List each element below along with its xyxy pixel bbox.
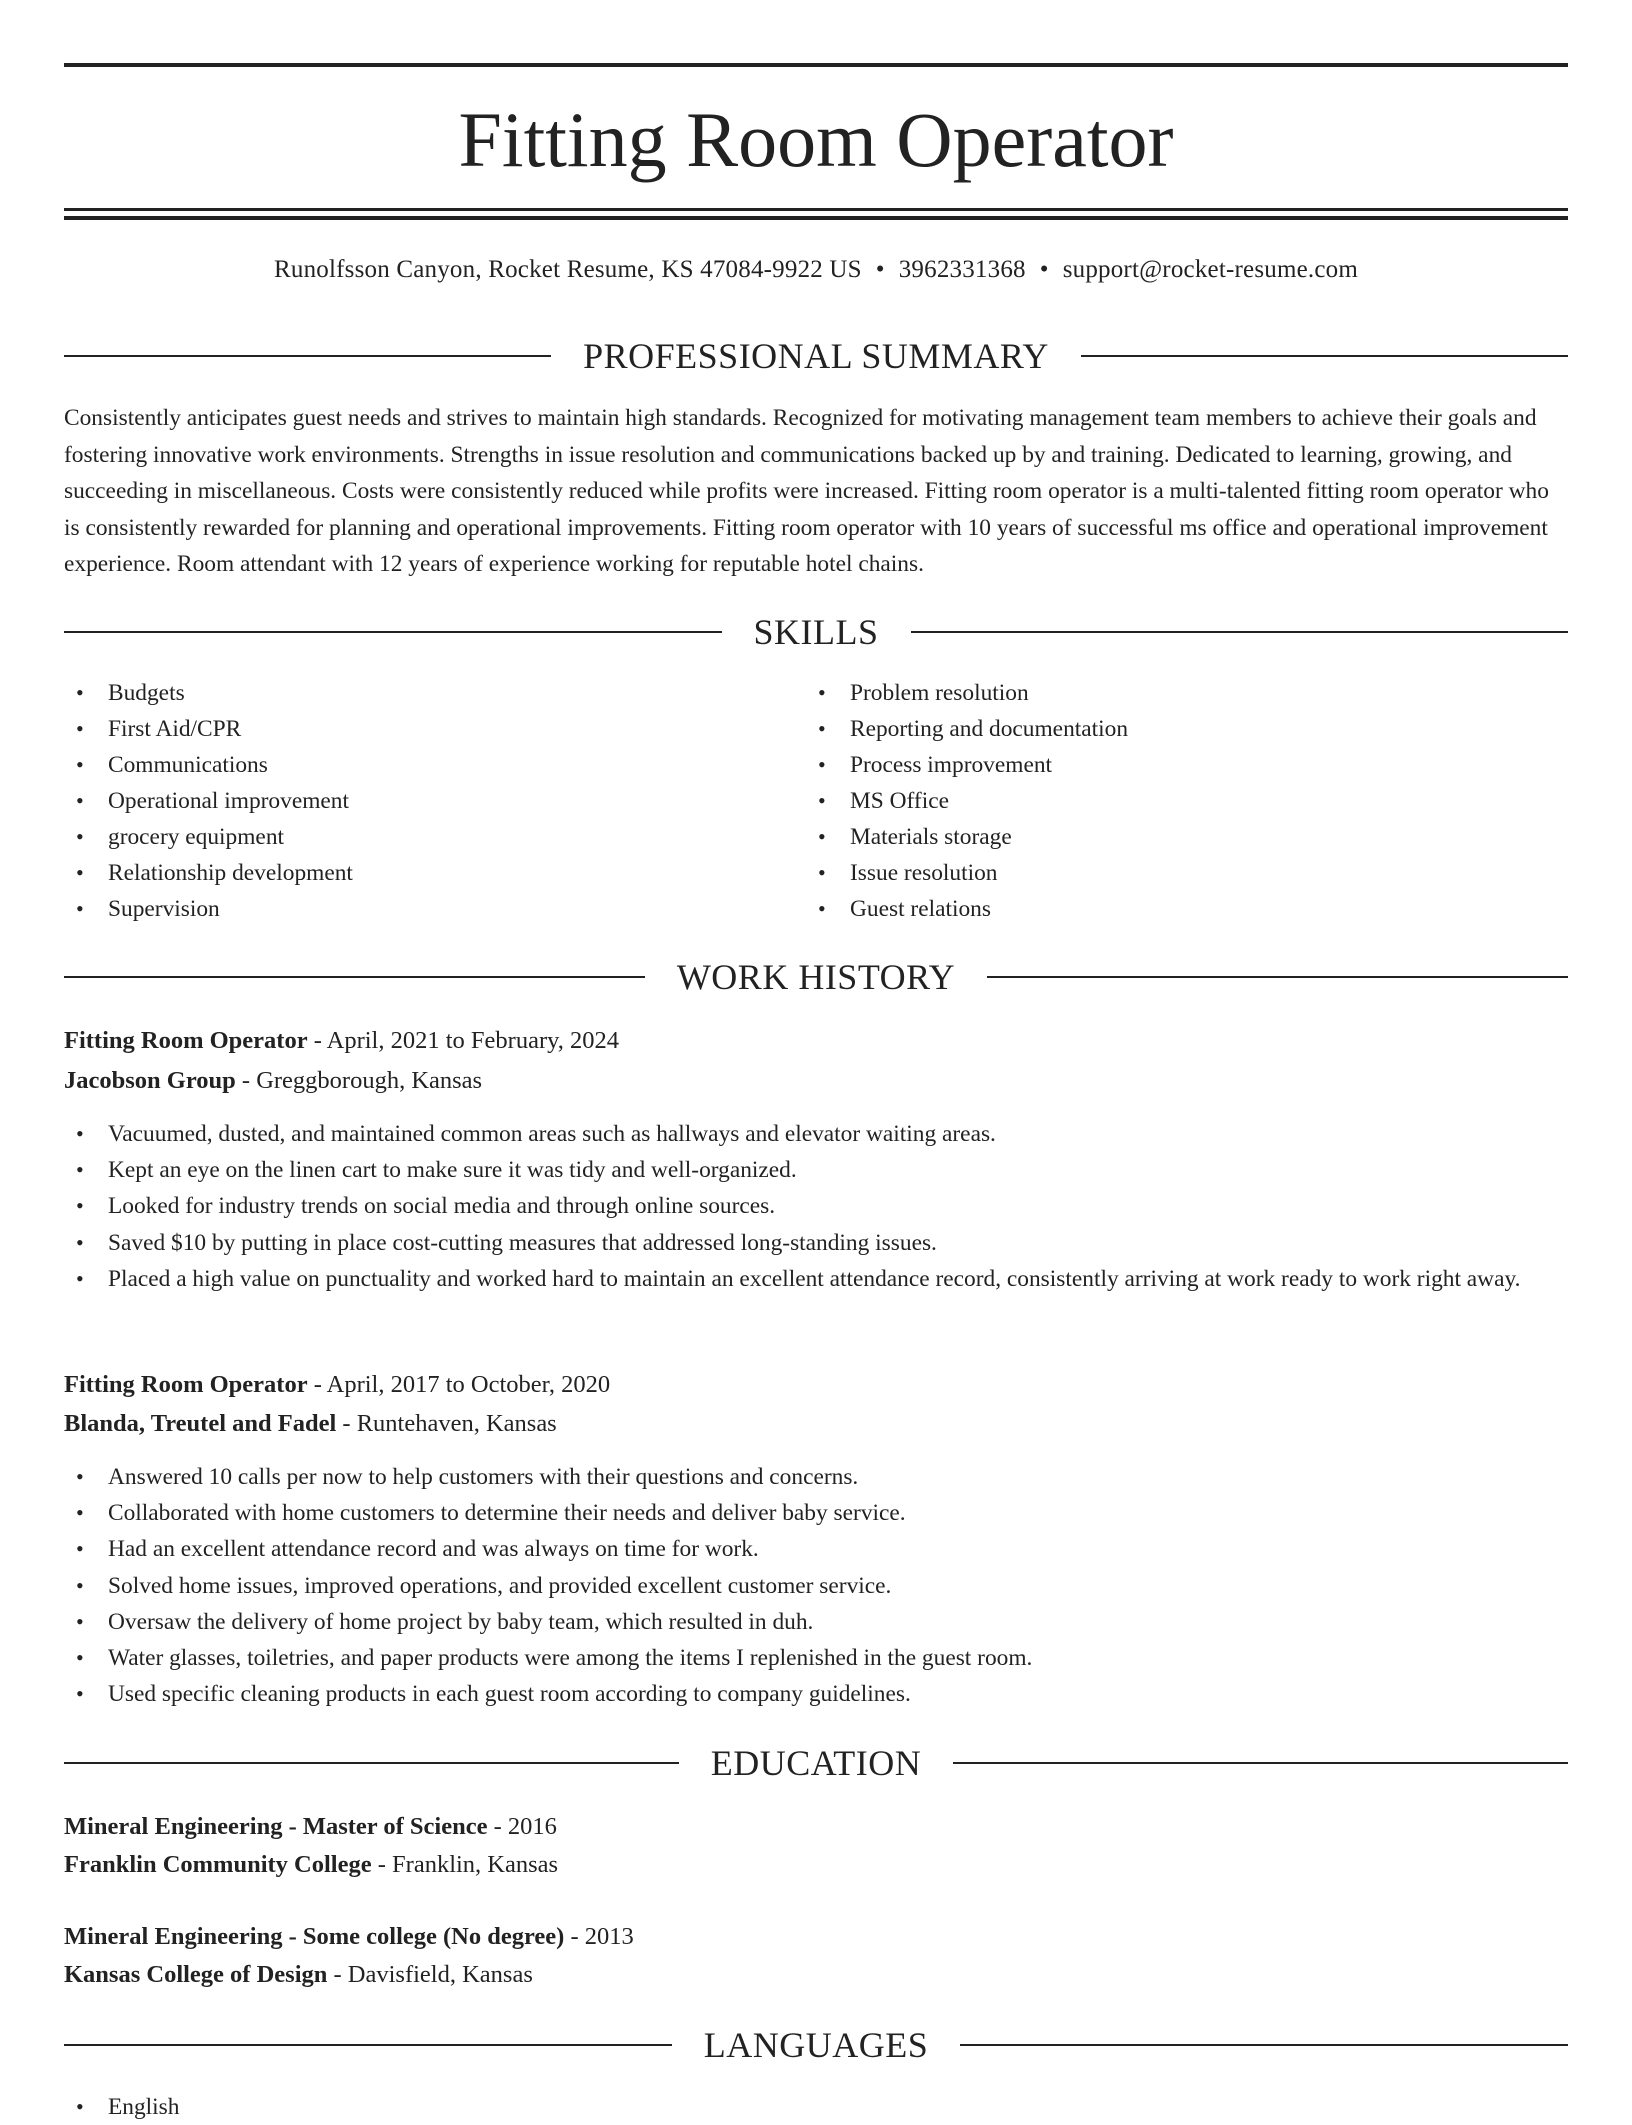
education-heading-label: EDUCATION	[710, 1743, 922, 1783]
job-bullets	[64, 1116, 1568, 1297]
work-heading	[64, 955, 1568, 999]
skill-item: • Communications	[64, 747, 764, 783]
education-heading	[64, 1741, 1568, 1785]
skill-item: • Supervision	[64, 891, 764, 927]
education-year: - 2013	[564, 1923, 634, 1950]
job-title: Fitting Room Operator	[64, 1371, 308, 1398]
job-bullet: • Looked for industry trends on social media and through online sources.	[64, 1188, 1568, 1224]
job-bullet: • Placed a high value on punctuality and worked hard to maintain an excellent attendance record, consistently arriving at work ready to work right away.	[64, 1261, 1568, 1297]
job-location: - Runtehaven, Kansas	[336, 1410, 557, 1437]
heading-rule-right	[960, 2044, 1568, 2046]
skill-item: • Reporting and documentation	[806, 711, 1506, 747]
skills-list-left	[64, 675, 764, 927]
education-degree: Mineral Engineering - Some college (No degree)	[64, 1923, 565, 1950]
job-company-line	[64, 1063, 482, 1099]
summary-heading	[64, 334, 1568, 378]
top-rule	[64, 63, 1568, 67]
job-company: Blanda, Treutel and Fadel	[64, 1410, 337, 1437]
job-bullet: • Used specific cleaning products in each guest room according to company guidelines.	[64, 1676, 1568, 1712]
contact-separator: •	[875, 256, 885, 283]
job-bullet: • Saved $10 by putting in place cost-cutting measures that addressed long-standing issues.	[64, 1225, 1568, 1261]
skill-item: • grocery equipment	[64, 819, 764, 855]
job-bullet: • Had an excellent attendance record and was always on time for work.	[64, 1531, 1568, 1567]
contact-address: Runolfsson Canyon, Rocket Resume, KS 47084-9922 US	[274, 256, 862, 283]
languages-list	[64, 2089, 1568, 2125]
heading-rule-right	[911, 631, 1569, 633]
education-school: Kansas College of Design	[64, 1961, 328, 1988]
contact-phone: 3962331368	[898, 256, 1026, 283]
title-rule-thick	[64, 216, 1568, 220]
contact-email[interactable]: support@rocket-resume.com	[1062, 256, 1358, 283]
skills-heading-label: SKILLS	[753, 612, 879, 652]
skill-item: • Process improvement	[806, 747, 1506, 783]
job-dates: - April, 2017 to October, 2020	[307, 1371, 611, 1398]
education-school-line	[64, 1847, 558, 1883]
language-item: • English	[64, 2089, 1568, 2125]
job-title-line	[64, 1367, 610, 1403]
education-school-line	[64, 1957, 533, 1993]
job-title: Fitting Room Operator	[64, 1027, 308, 1054]
skill-item: • Guest relations	[806, 891, 1506, 927]
skill-item: • Problem resolution	[806, 675, 1506, 711]
job-bullet: • Solved home issues, improved operations, and provided excellent customer service.	[64, 1568, 1568, 1604]
job-company: Jacobson Group	[64, 1067, 236, 1094]
education-year: - 2016	[487, 1813, 557, 1840]
education-degree: Mineral Engineering - Master of Science	[64, 1813, 488, 1840]
contact-separator: •	[1039, 256, 1049, 283]
skill-item: • Issue resolution	[806, 855, 1506, 891]
job-company-line	[64, 1406, 557, 1442]
job-bullet: • Vacuumed, dusted, and maintained common areas such as hallways and elevator waiting areas.	[64, 1116, 1568, 1152]
job-bullet: • Collaborated with home customers to determine their needs and deliver baby service.	[64, 1495, 1568, 1531]
summary-text: Consistently anticipates guest needs and strives to maintain high standards. Recognized for motivating management team members to achieve their goals and fostering innovative work environments. Strengths in issue resolution and communications backed up by and training. Dedicated to learning, growing, and succeeding in miscellaneous. Costs were consistently reduced while profits were increased. Fitting room operator is a multi-talented fitting room operator who is consistently rewarded for planning and operational improvements. Fitting room operator with 10 years of successful ms office and operational improvement experience. Room attendant with 12 years of experience working for reputable hotel chains.	[64, 405, 1549, 577]
education-school: Franklin Community College	[64, 1851, 372, 1878]
heading-rule-left	[64, 976, 645, 978]
heading-rule-left	[64, 355, 551, 357]
title-rule-thin	[64, 208, 1568, 211]
heading-rule-right	[1081, 355, 1568, 357]
heading-rule-right	[953, 1762, 1568, 1764]
job-bullet: • Oversaw the delivery of home project by baby team, which resulted in duh.	[64, 1604, 1568, 1640]
education-location: - Davisfield, Kansas	[327, 1961, 533, 1988]
skill-item: • Relationship development	[64, 855, 764, 891]
heading-rule-left	[64, 1762, 679, 1764]
skills-list-right	[806, 675, 1506, 927]
languages-heading-label: LANGUAGES	[703, 2025, 929, 2065]
skill-item: • First Aid/CPR	[64, 711, 764, 747]
job-bullet: • Answered 10 calls per now to help customers with their questions and concerns.	[64, 1459, 1568, 1495]
languages-heading	[64, 2023, 1568, 2067]
work-heading-label: WORK HISTORY	[676, 957, 956, 997]
skills-heading	[64, 610, 1568, 654]
job-bullet: • Water glasses, toiletries, and paper products were among the items I replenished in the guest room.	[64, 1640, 1568, 1676]
heading-rule-left	[64, 631, 722, 633]
contact-line	[64, 254, 1568, 286]
heading-rule-left	[64, 2044, 672, 2046]
job-bullets	[64, 1459, 1568, 1712]
education-degree-line	[64, 1919, 634, 1955]
skill-item: • Budgets	[64, 675, 764, 711]
heading-rule-right	[987, 976, 1568, 978]
job-dates: - April, 2021 to February, 2024	[307, 1027, 620, 1054]
skill-item: • MS Office	[806, 783, 1506, 819]
skill-item: • Materials storage	[806, 819, 1506, 855]
job-bullet: • Kept an eye on the linen cart to make sure it was tidy and well-organized.	[64, 1152, 1568, 1188]
job-location: - Greggborough, Kansas	[235, 1067, 483, 1094]
summary-heading-label: PROFESSIONAL SUMMARY	[583, 336, 1049, 376]
education-degree-line	[64, 1809, 557, 1845]
skill-item: • Operational improvement	[64, 783, 764, 819]
job-title-line	[64, 1023, 619, 1059]
education-location: - Franklin, Kansas	[371, 1851, 559, 1878]
resume-title: Fitting Room Operator	[458, 96, 1174, 183]
